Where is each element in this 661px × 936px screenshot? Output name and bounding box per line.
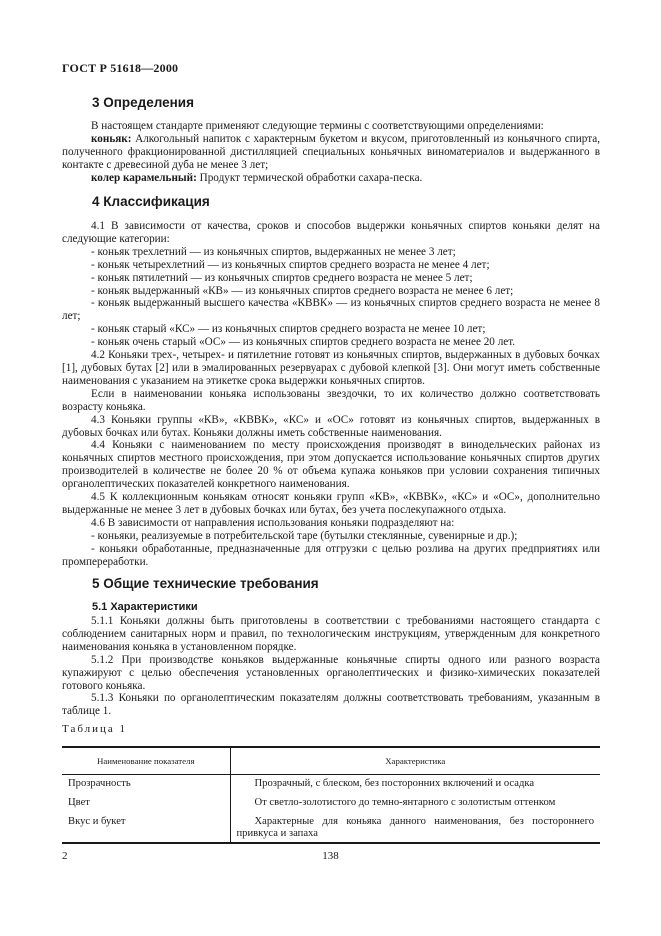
- table-row: [62, 794, 600, 813]
- table-cell-indicator: Цвет: [68, 797, 90, 808]
- term-caramel-definition: Продукт термической обработки сахара-песка.: [196, 171, 423, 184]
- clause-5-1-2: 5.1.2 При производстве коньяков выдержанные коньячные спирты одного или разного возраста купажируют с целью обеспечения установленных органолептических и физико-химических показателей готового коньяка.: [62, 653, 600, 692]
- organoleptic-table: [62, 746, 600, 844]
- clause-4-5: 4.5 К коллекционным коньякам относят коньяки групп «КВ», «КВВК», «КС» и «ОС», дополнительно выдержанные не менее 3 лет в дубовых бочках или бутах, без учета послекупажного отдыха.: [62, 491, 600, 516]
- table-row: [62, 775, 600, 795]
- clause-5-1-1: 5.1.1 Коньяки должны быть приготовлены в соответствии с требованиями настоящего стандарта с соблюдением санитарных норм и правил, по технологическим инструкциям, утвержденным для конкретного наименования коньяка в установленном порядке.: [62, 615, 600, 653]
- page-number-center: 138: [322, 850, 339, 862]
- table-row: [62, 813, 600, 843]
- clause-4-1: 4.1 В зависимости от качества, сроков и способов выдержки коньячных спиртов коньяки делят на следующие категории:: [62, 220, 600, 245]
- section-5-title: 5 Общие технические требования: [92, 576, 319, 591]
- category-item: - коньяк очень старый «ОС» — из коньячных спиртов среднего возраста не менее 20 лет.: [91, 336, 516, 349]
- term-cognac-definition: Алкогольный напиток с характерным букетом и вкусом, приготовленный из коньячного спирта, полученного фракционированной дистилляцией специальных коньячных виноматериалов и выдержанного в контакте с древесиной дуба не менее 3 лет;: [62, 132, 600, 171]
- usage-item: - коньяки, реализуемые в потребительской таре (бутылки стеклянные, сувенирные и др.);: [91, 529, 518, 542]
- definition-caramel: [62, 172, 600, 185]
- clause-4-2-note: Если в наименовании коньяка использованы звездочки, то их количество должно соответствовать возрасту коньяка.: [62, 387, 600, 413]
- term-caramel: колер карамельный:: [91, 171, 197, 184]
- page-number-left: 2: [62, 850, 68, 862]
- term-cognac: коньяк:: [91, 132, 132, 145]
- standard-code: ГОСТ Р 51618—2000: [62, 61, 179, 75]
- table-caption: Таблица 1: [62, 723, 128, 735]
- category-item: - коньяк выдержанный «КВ» — из коньячных спиртов среднего возраста не менее 6 лет;: [91, 284, 514, 297]
- table-cell-characteristic: Характерные для коньяка данного наименования, без постороннего привкуса и запаха: [230, 813, 600, 843]
- clause-4-6: 4.6 В зависимости от направления использования коньяки подразделяют на:: [91, 516, 455, 529]
- section-4-title: 4 Классификация: [92, 194, 210, 209]
- section-3-body: [62, 120, 600, 185]
- section-3-title: 3 Определения: [92, 95, 194, 110]
- clause-4-3: 4.3 Коньяки группы «КВ», «КВВК», «КС» и «ОС» готовят из коньячных спиртов, выдержанных в дубовых бочках или бутах. Коньяки должны иметь собственные наименования.: [62, 413, 600, 439]
- table-header-characteristic: Характеристика: [230, 747, 600, 775]
- category-item: - коньяк пятилетний — из коньячных спиртов среднего возраста не менее 5 лет;: [91, 271, 473, 284]
- table-cell-indicator: Вкус и букет: [62, 813, 230, 843]
- table-cell-indicator: Прозрачность: [68, 778, 131, 789]
- table-cell-characteristic: От светло-золотистого до темно-янтарного с золотистым оттенком: [230, 794, 600, 813]
- category-item: - коньяк выдержанный высшего качества «КВВК» — из коньячных спиртов среднего возраста не менее 8 лет;: [62, 297, 600, 323]
- section-3-intro: В настоящем стандарте применяют следующие термины с соответствующими определениями:: [91, 120, 544, 132]
- section-5-body: [62, 615, 600, 718]
- table-header-indicator: Наименование показателя: [62, 747, 230, 775]
- section-4-body: [62, 220, 600, 568]
- clause-5-1-3: 5.1.3 Коньяки по органолептическим показателям должны соответствовать требованиям, указанным в таблице 1.: [62, 692, 600, 718]
- category-item: - коньяк трехлетний — из коньячных спиртов, выдержанных не менее 3 лет;: [91, 245, 456, 258]
- clause-4-4: 4.4 Коньяки с наименованием по месту происхождения производят в винодельческих районах из коньячных спиртов местного происхождения, при этом допускается использование коньячных спиртов других производителей в количестве не более 20 % от объема купажа коньяков при условии сохранения типичных органолептических показателей конкретного наименования.: [62, 439, 600, 491]
- subsection-5-1-title: 5.1 Характеристики: [92, 601, 198, 613]
- table-cell-characteristic: Прозрачный, с блеском, без посторонних включений и осадка: [230, 775, 600, 795]
- category-item: - коньяк старый «КС» — из коньячных спиртов среднего возраста не менее 10 лет;: [91, 323, 486, 336]
- table-header-row: [62, 747, 600, 775]
- usage-item: - коньяки обработанные, предназначенные для отгрузки с целью розлива на других предприятиях или промпереработки.: [62, 542, 600, 568]
- category-item: - коньяк четырехлетний — из коньячных спиртов среднего возраста не менее 4 лет;: [91, 258, 490, 271]
- clause-4-2: 4.2 Коньяки трех-, четырех- и пятилетние готовят из коньячных спиртов, выдержанных в дубовых бочках [1], дубовых бутах [2] или в эмалированных резервуарах с дубовой клепкой [3]. Они могут иметь собственные наименования с указанием на этикетке срока выдержки коньячных спиртов.: [62, 349, 600, 387]
- definition-cognac: [62, 133, 600, 172]
